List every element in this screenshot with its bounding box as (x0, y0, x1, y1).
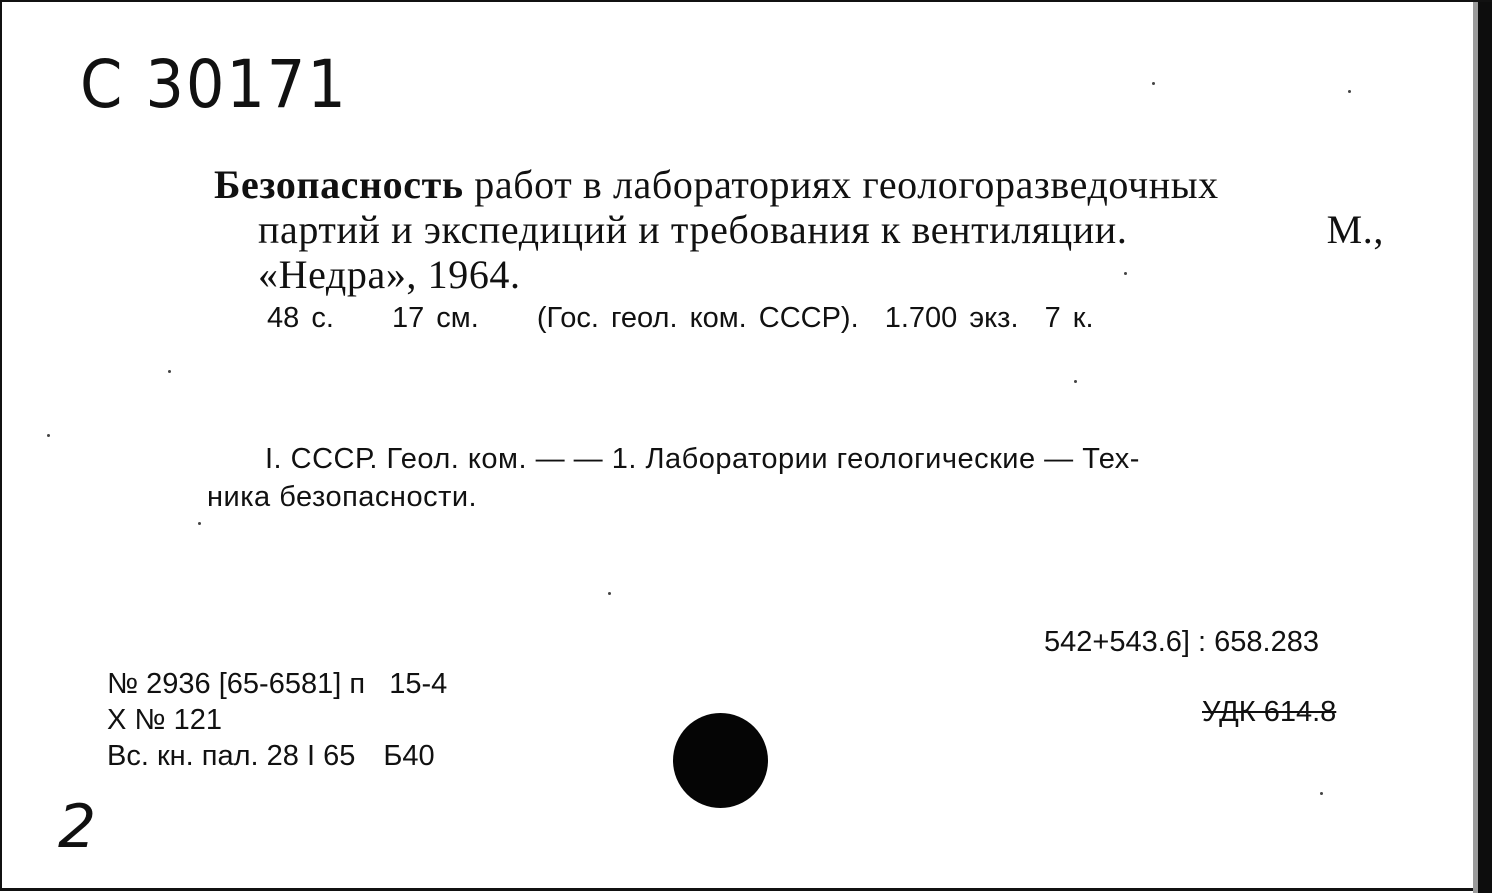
card-edge (1478, 2, 1492, 893)
tracings-line-2: ника безопасности. (207, 481, 478, 513)
size: 17 см. (391, 302, 479, 334)
control-numbers (107, 666, 447, 774)
title-rest: работ в лабораториях геологоразведочных (463, 162, 1219, 207)
tracings-line-1: I. СССР. Геол. ком. — — 1. Лаборатории геологические — Тех- (265, 443, 1140, 475)
control-line-1: № 2936 [65-6581] п 15-4 (107, 668, 448, 700)
speck (1320, 792, 1323, 795)
pages: 48 с. (267, 302, 334, 334)
control-line-2: X № 121 (107, 704, 222, 736)
bibliographic-title (214, 162, 1384, 297)
speck (1074, 380, 1077, 383)
publication-place: М., (1326, 207, 1384, 252)
card-edge-shadow (1473, 2, 1478, 893)
speck (198, 522, 201, 525)
speck (1348, 90, 1351, 93)
call-number: С 30171 (80, 46, 348, 123)
handwritten-mark: 2 (58, 792, 97, 862)
speck (1124, 272, 1127, 275)
udc-classification: 542+543.6] : 658.283 (1044, 626, 1319, 658)
speck (168, 370, 171, 373)
print-run: 1.700 экз. (884, 302, 1019, 334)
collation-line (267, 302, 1140, 335)
subject-tracings (207, 440, 1379, 516)
speck (1152, 82, 1155, 85)
title-lead: Безопасность (214, 162, 464, 207)
title-line-1 (214, 162, 1384, 207)
card-code: Б40 (383, 740, 435, 772)
series: (Гос. геол. ком. СССР). (536, 302, 859, 334)
speck (47, 434, 50, 437)
control-line-3 (107, 738, 447, 774)
title-line-2 (214, 207, 1384, 252)
udk-crossed-out: УДК 614.8 (1202, 696, 1337, 728)
registration: Вс. кн. пал. 28 I 65 (107, 740, 356, 772)
price: 7 к. (1044, 302, 1094, 334)
publisher-year: «Недра», 1964. (258, 252, 521, 297)
title-continuation: партий и экспедиций и требования к вентиляции. (258, 207, 1128, 252)
punch-hole (673, 713, 768, 808)
speck (608, 592, 611, 595)
